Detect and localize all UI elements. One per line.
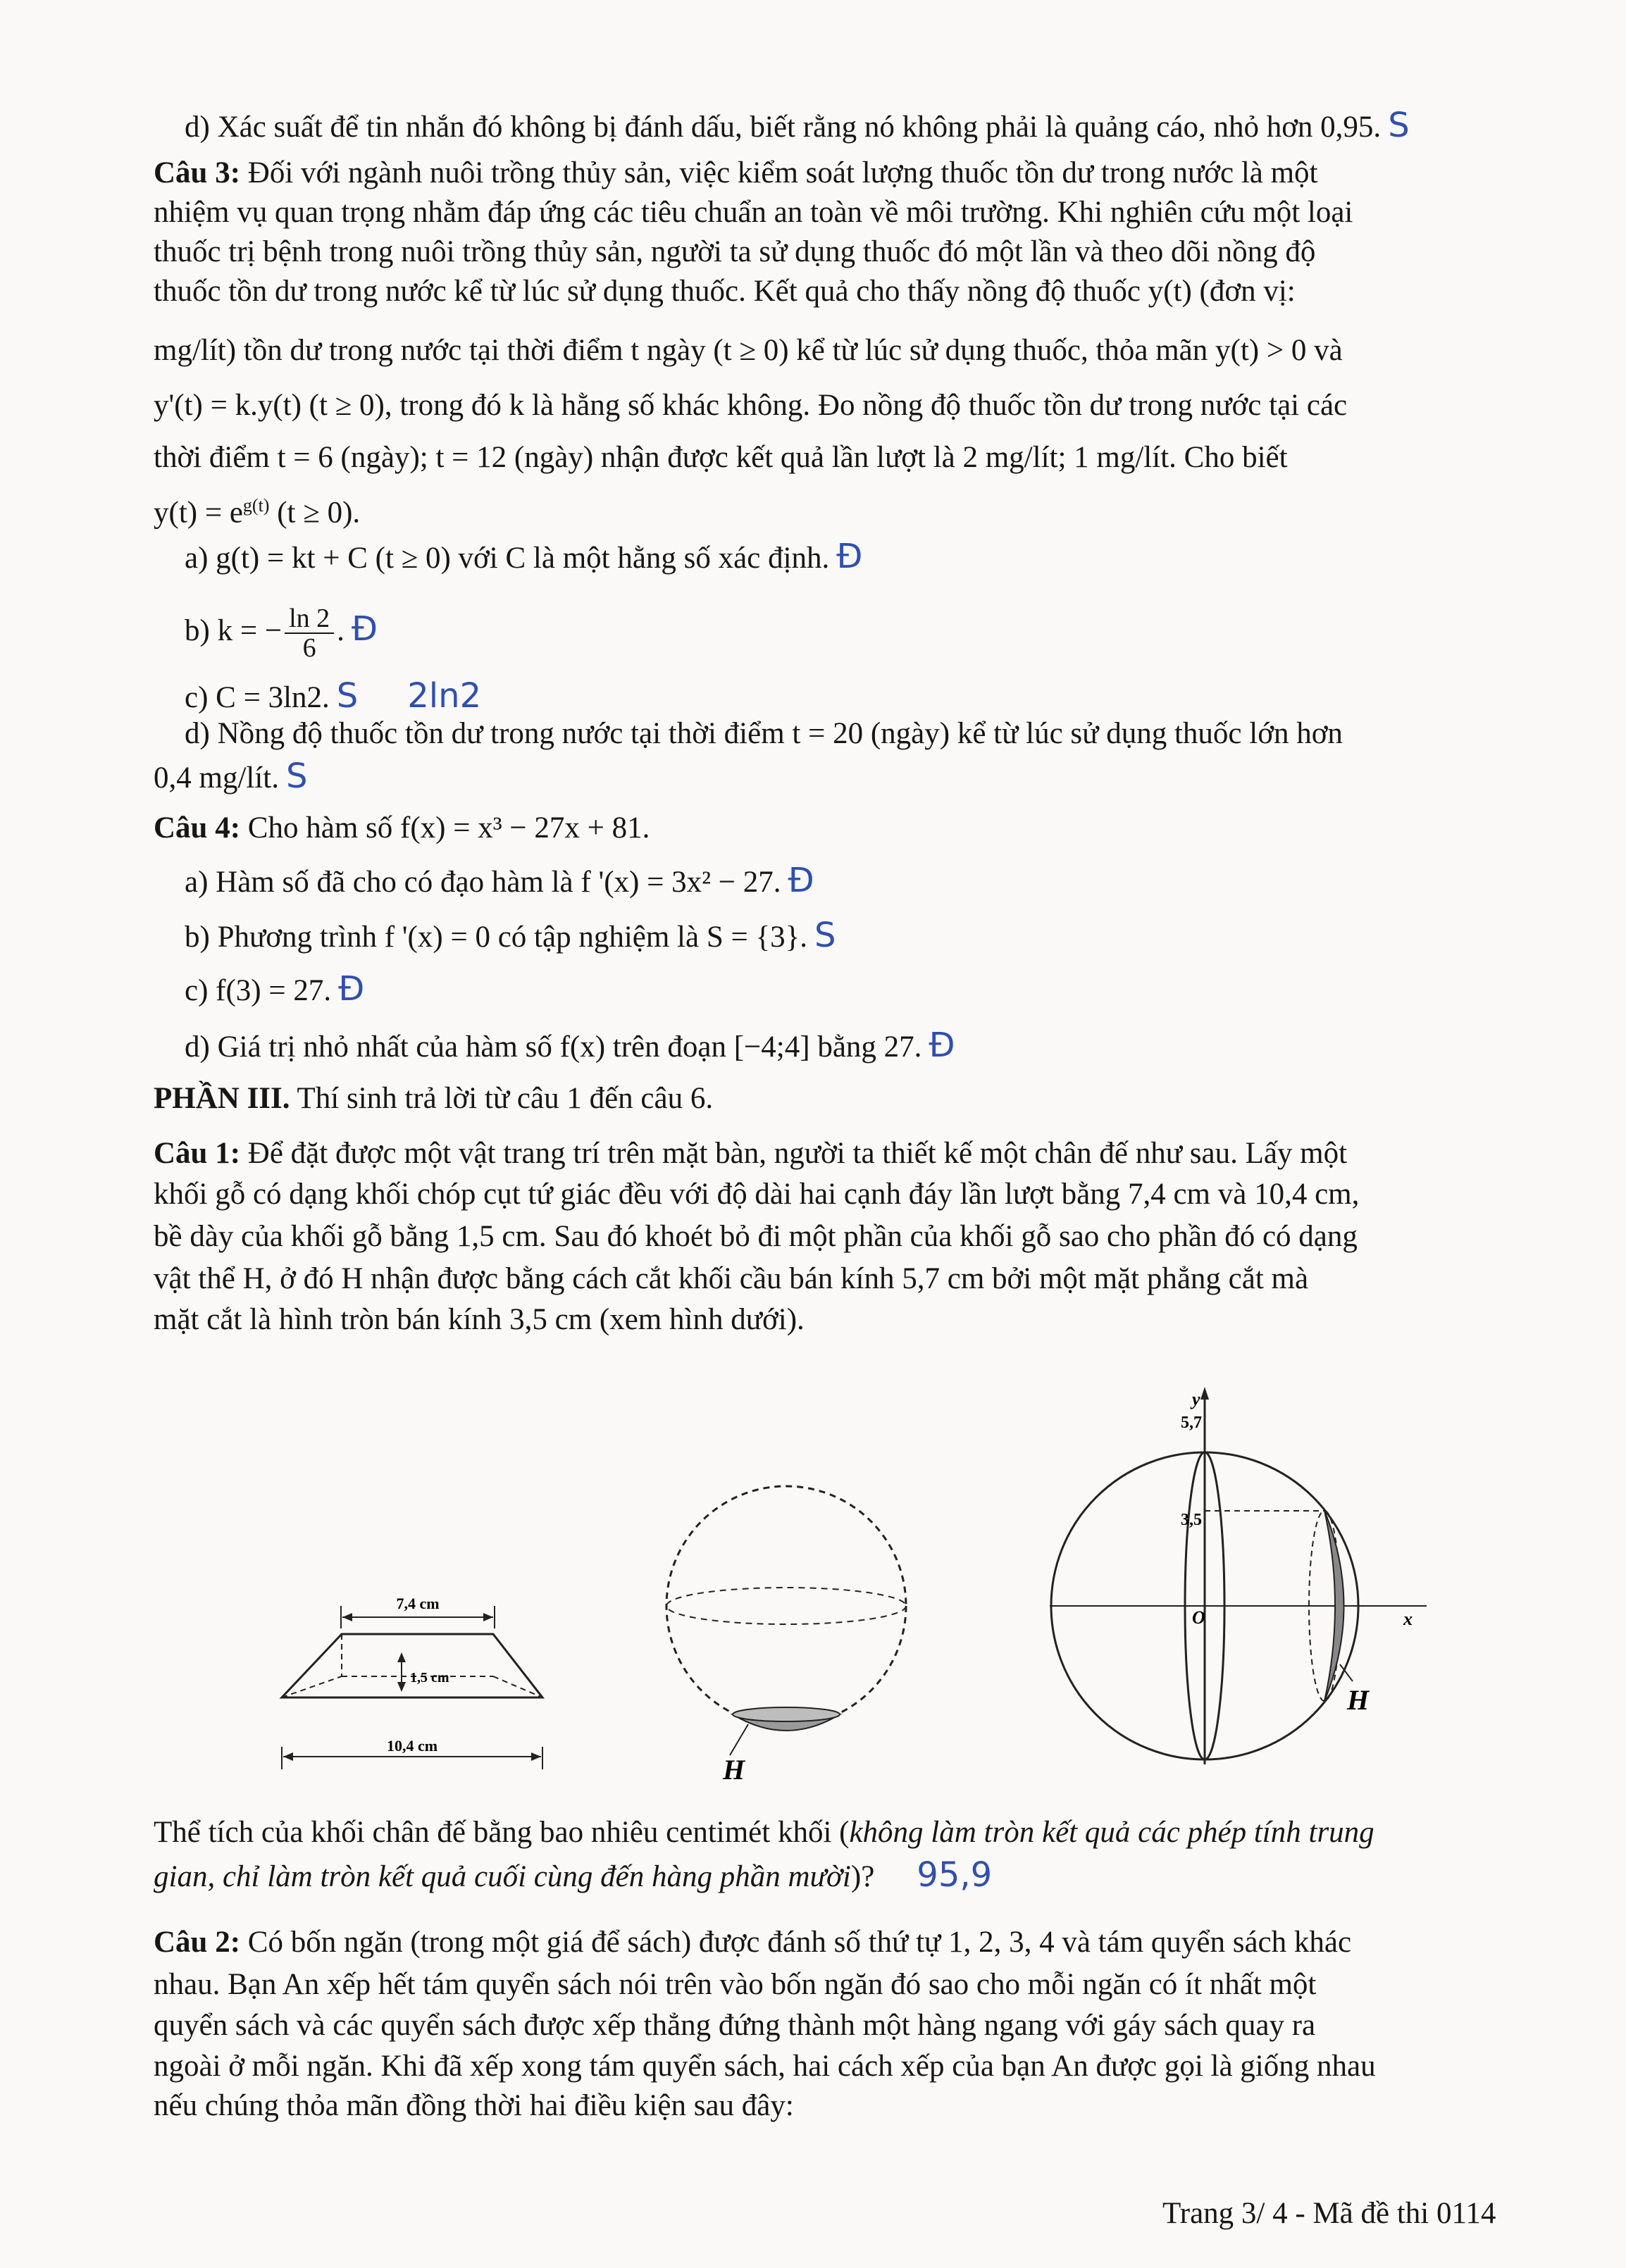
- cap-label-axes: H: [1347, 1684, 1370, 1716]
- cau4-option-c: c) f(3) = 27. Đ: [185, 969, 365, 1009]
- y-axis-label: y: [1192, 1389, 1200, 1409]
- cau3-option-d-line-1: d) Nồng độ thuốc tồn dư trong nước tại thời điểm t = 20 (ngày) kể từ lúc sử dụng thuốc lớn hơn: [185, 717, 1343, 750]
- answer-mark: Đ: [338, 969, 365, 1009]
- p3c2-line-3: quyển sách và các quyển sách được xếp thẳng đứng thành một hàng ngang với gáy sách quay ra: [154, 2009, 1316, 2042]
- p3c2-line-1: Câu 2: Có bốn ngăn (trong một giá để sách) được đánh số thứ tự 1, 2, 3, 4 và tám quyển sách khác: [154, 1926, 1352, 1959]
- handwritten-answer: 95,9: [917, 1855, 993, 1895]
- cau3-equation: $y(t) = e^{g(t)}$ (t ≥ 0).: [154, 495, 361, 530]
- p3c1-question-2: gian, chỉ làm tròn kết quả cuối cùng đến hàng phần mười)? 95,9: [154, 1855, 993, 1895]
- origin-label: O: [1192, 1607, 1205, 1628]
- cau4-stem: Câu 4: Cho hàm số f(x) = x³ − 27x + 81.: [154, 811, 650, 845]
- frustum-figure: [211, 1585, 578, 1817]
- fraction: $\frac{\ln 2}{6}$: [285, 604, 334, 662]
- cau3-option-c: c) C = 3ln2. S 2ln2: [185, 676, 482, 716]
- p3c2-line-5: nếu chúng thỏa mãn đồng thời hai điều kiện sau đây:: [154, 2089, 794, 2122]
- p3c1-line-1: Câu 1: Để đặt được một vật trang trí trên mặt bàn, người ta thiết kế một chân đế như sau. Lấy một: [154, 1137, 1348, 1170]
- cap-label: H: [723, 1754, 745, 1786]
- p3c1-line-2: khối gỗ có dạng khối chóp cụt tứ giác đều với độ dài hai cạnh đáy lần lượt bằng 7,4 cm và 10,4 cm,: [154, 1178, 1360, 1211]
- answer-mark: Đ: [351, 609, 378, 649]
- answer-mark: Đ: [788, 861, 814, 900]
- answer-mark: S: [285, 756, 308, 796]
- p3c1-line-3: bề dày của khối gỗ bằng 1,5 cm. Sau đó khoét bỏ đi một phần của khối gỗ sao cho phần đó có dạng: [154, 1220, 1358, 1253]
- cau3-option-d-line-2: 0,4 mg/lít. S: [154, 756, 308, 796]
- part3-heading: PHẦN III. Thí sinh trả lời từ câu 1 đến câu 6.: [154, 1082, 714, 1115]
- q2-option-d: d) Xác suất để tin nhắn đó không bị đánh dấu, biết rằng nó không phải là quảng cáo, nhỏ hơn 0,95. S: [185, 106, 1410, 145]
- sphere-figure: [655, 1437, 923, 1803]
- x-axis-label: x: [1403, 1609, 1413, 1629]
- cau3-line-7: thời điểm t = 6 (ngày); t = 12 (ngày) nhận được kết quả lần lượt là 2 mg/lít; 1 mg/lít. Cho biết: [154, 441, 1288, 474]
- label-5-7: 5,7: [1181, 1414, 1202, 1432]
- sphere-axes-figure: [1043, 1384, 1437, 1793]
- cau3-option-b: b) k = − $\frac{\ln 2}{6}$ . Đ: [185, 604, 378, 663]
- cau3-line-2: nhiệm vụ quan trọng nhằm đáp ứng các tiêu chuẩn an toàn về môi trường. Khi nghiên cứu một loại: [154, 196, 1353, 229]
- p3c1-line-4: vật thể H, ở đó H nhận được bằng cách cắt khối cầu bán kính 5,7 cm bởi một mặt phẳng cắt mà: [154, 1262, 1309, 1295]
- handwritten-note: 2ln2: [407, 676, 482, 716]
- cau4-option-a: a) Hàm số đã cho có đạo hàm là f '(x) = 3x² − 27. Đ: [185, 861, 814, 900]
- answer-mark: S: [336, 676, 359, 716]
- page-footer: Trang 3/ 4 - Mã đề thi 0114: [1162, 2197, 1496, 2230]
- p3c2-line-4: ngoài ở mỗi ngăn. Khi đã xếp xong tám quyển sách, hai cách xếp của bạn An được gọi là giống nhau: [154, 2050, 1376, 2083]
- p3c1-line-5: mặt cắt là hình tròn bán kính 3,5 cm (xem hình dưới).: [154, 1303, 805, 1336]
- cau3-line-6: y'(t) = k.y(t) (t ≥ 0), trong đó k là hằng số khác không. Đo nồng độ thuốc tồn dư trong nước tại các: [154, 389, 1348, 422]
- frustum-height-label: 1,5 cm: [410, 1670, 449, 1686]
- label-3-5: 3,5: [1181, 1511, 1202, 1529]
- cau4-option-d: d) Giá trị nhỏ nhất của hàm số f(x) trên đoạn [−4;4] bằng 27. Đ: [185, 1026, 955, 1065]
- cau3-option-a: a) g(t) = kt + C (t ≥ 0) với C là một hằng số xác định. Đ: [185, 537, 863, 576]
- cau3-line-4: thuốc tồn dư trong nước kể từ lúc sử dụng thuốc. Kết quả cho thấy nồng độ thuốc y(t) (đơn vị:: [154, 275, 1296, 308]
- cau3-line-3: thuốc trị bệnh trong nuôi trồng thủy sản, người ta sử dụng thuốc đó một lần và theo dõi nồng độ: [154, 235, 1316, 268]
- cau3-line-5: mg/lít) tồn dư trong nước tại thời điểm t ngày (t ≥ 0) kể từ lúc sử dụng thuốc, thỏa mãn y(t) > 0 và: [154, 334, 1343, 367]
- frustum-top-label: 7,4 cm: [396, 1595, 440, 1612]
- answer-mark: S: [1388, 106, 1410, 145]
- cau3-line-1: Câu 3: Đối với ngành nuôi trồng thủy sản, việc kiểm soát lượng thuốc tồn dư trong nước là một: [154, 156, 1318, 189]
- cau4-option-b: b) Phương trình f '(x) = 0 có tập nghiệm là S = {3}. S: [185, 916, 836, 955]
- answer-mark: S: [814, 916, 836, 955]
- frustum-bottom-label: 10,4 cm: [386, 1737, 438, 1755]
- p3c1-question-1: Thể tích của khối chân đế bằng bao nhiêu centimét khối (không làm tròn kết quả các phép tính trung: [154, 1816, 1374, 1849]
- answer-mark: Đ: [929, 1026, 955, 1065]
- answer-mark: Đ: [836, 537, 863, 576]
- p3c2-line-2: nhau. Bạn An xếp hết tám quyển sách nói trên vào bốn ngăn đó sao cho mỗi ngăn có ít nhất một: [154, 1968, 1317, 2001]
